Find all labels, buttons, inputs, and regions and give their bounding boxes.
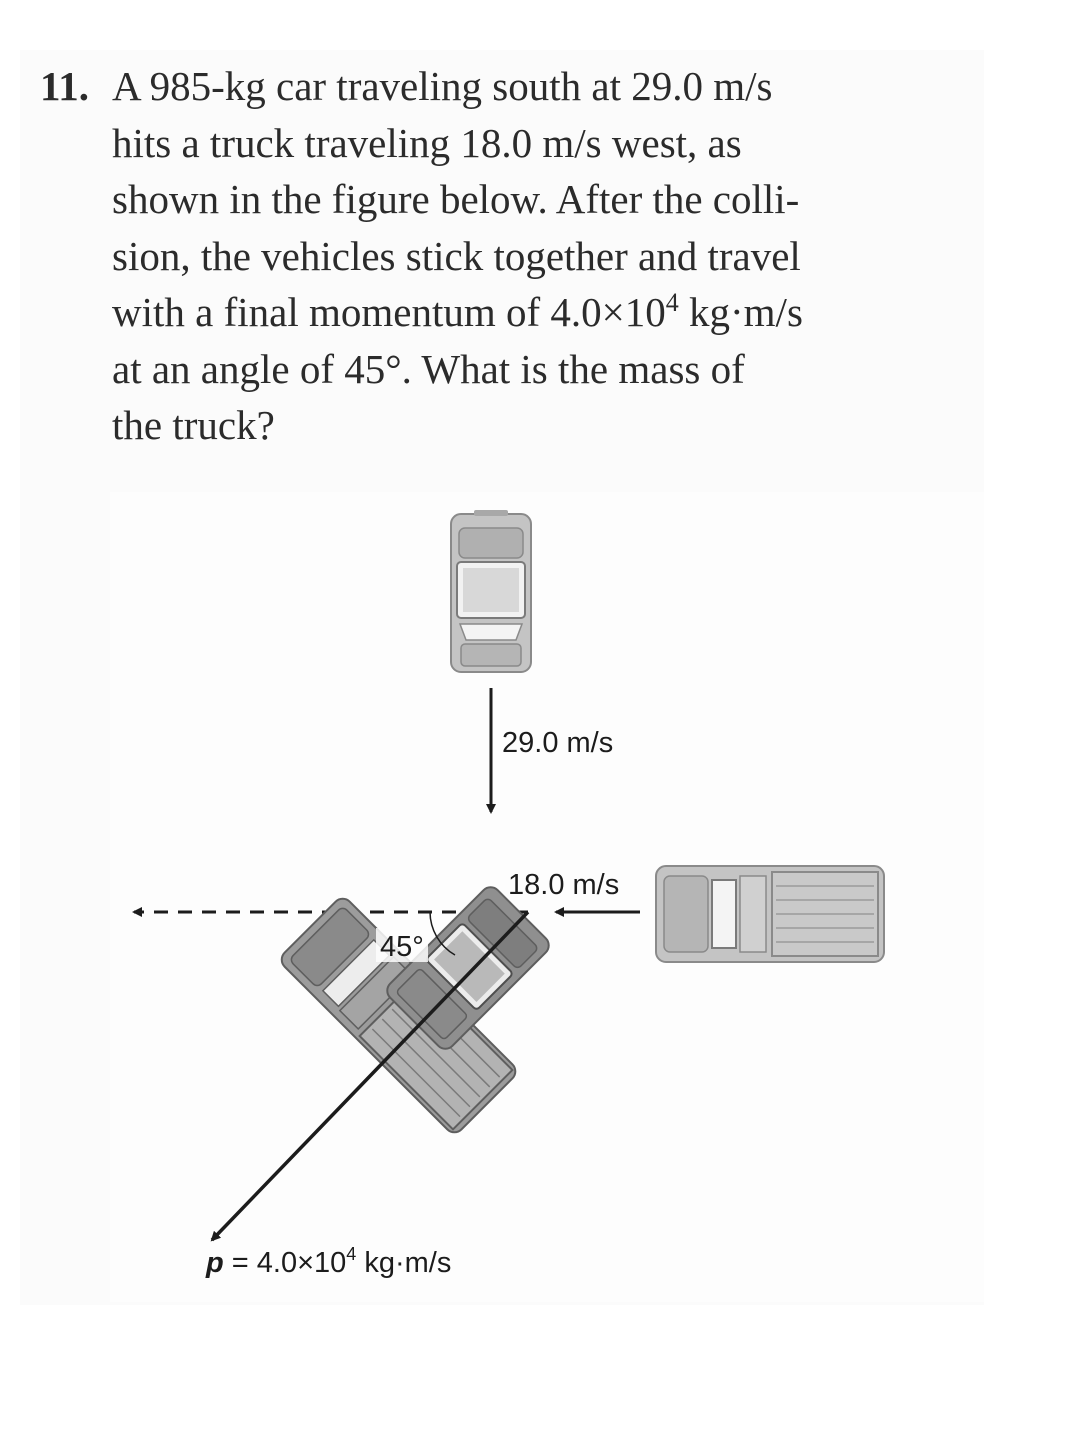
truck-velocity-label: 18.0 m/s [508,869,620,901]
problem-line-3: shown in the figure below. After the colli- [112,176,800,222]
car-icon [451,510,531,672]
angle-label: 45° [380,931,424,963]
problem-number: 11. [40,63,89,109]
problem-line-4: sion, the vehicles stick together and travel [112,232,801,279]
momentum-symbol: p [206,1247,224,1279]
car-velocity-label: 29.0 m/s [502,727,614,759]
problem-line-2: hits a truck traveling 18.0 m/s west, as [112,119,742,166]
momentum-label-unit: kg·m/s [356,1247,452,1279]
wreck-icon [278,883,553,1136]
truck-icon [656,866,884,962]
momentum-prefix: with a final momentum of 4.0×10 [112,289,666,335]
momentum-label [205,1244,451,1279]
problem-line-7: the truck? [112,402,275,448]
momentum-label-exponent: 4 [346,1244,357,1264]
momentum-value: = 4.0×10 [223,1247,347,1279]
momentum-unit: kg·m/s [678,289,803,335]
problem-line-6: at an angle of 45°. What is the mass of [112,345,745,392]
momentum-exponent: 4 [665,288,679,317]
problem-line-1: A 985-kg car traveling south at 29.0 m/s [112,63,773,109]
